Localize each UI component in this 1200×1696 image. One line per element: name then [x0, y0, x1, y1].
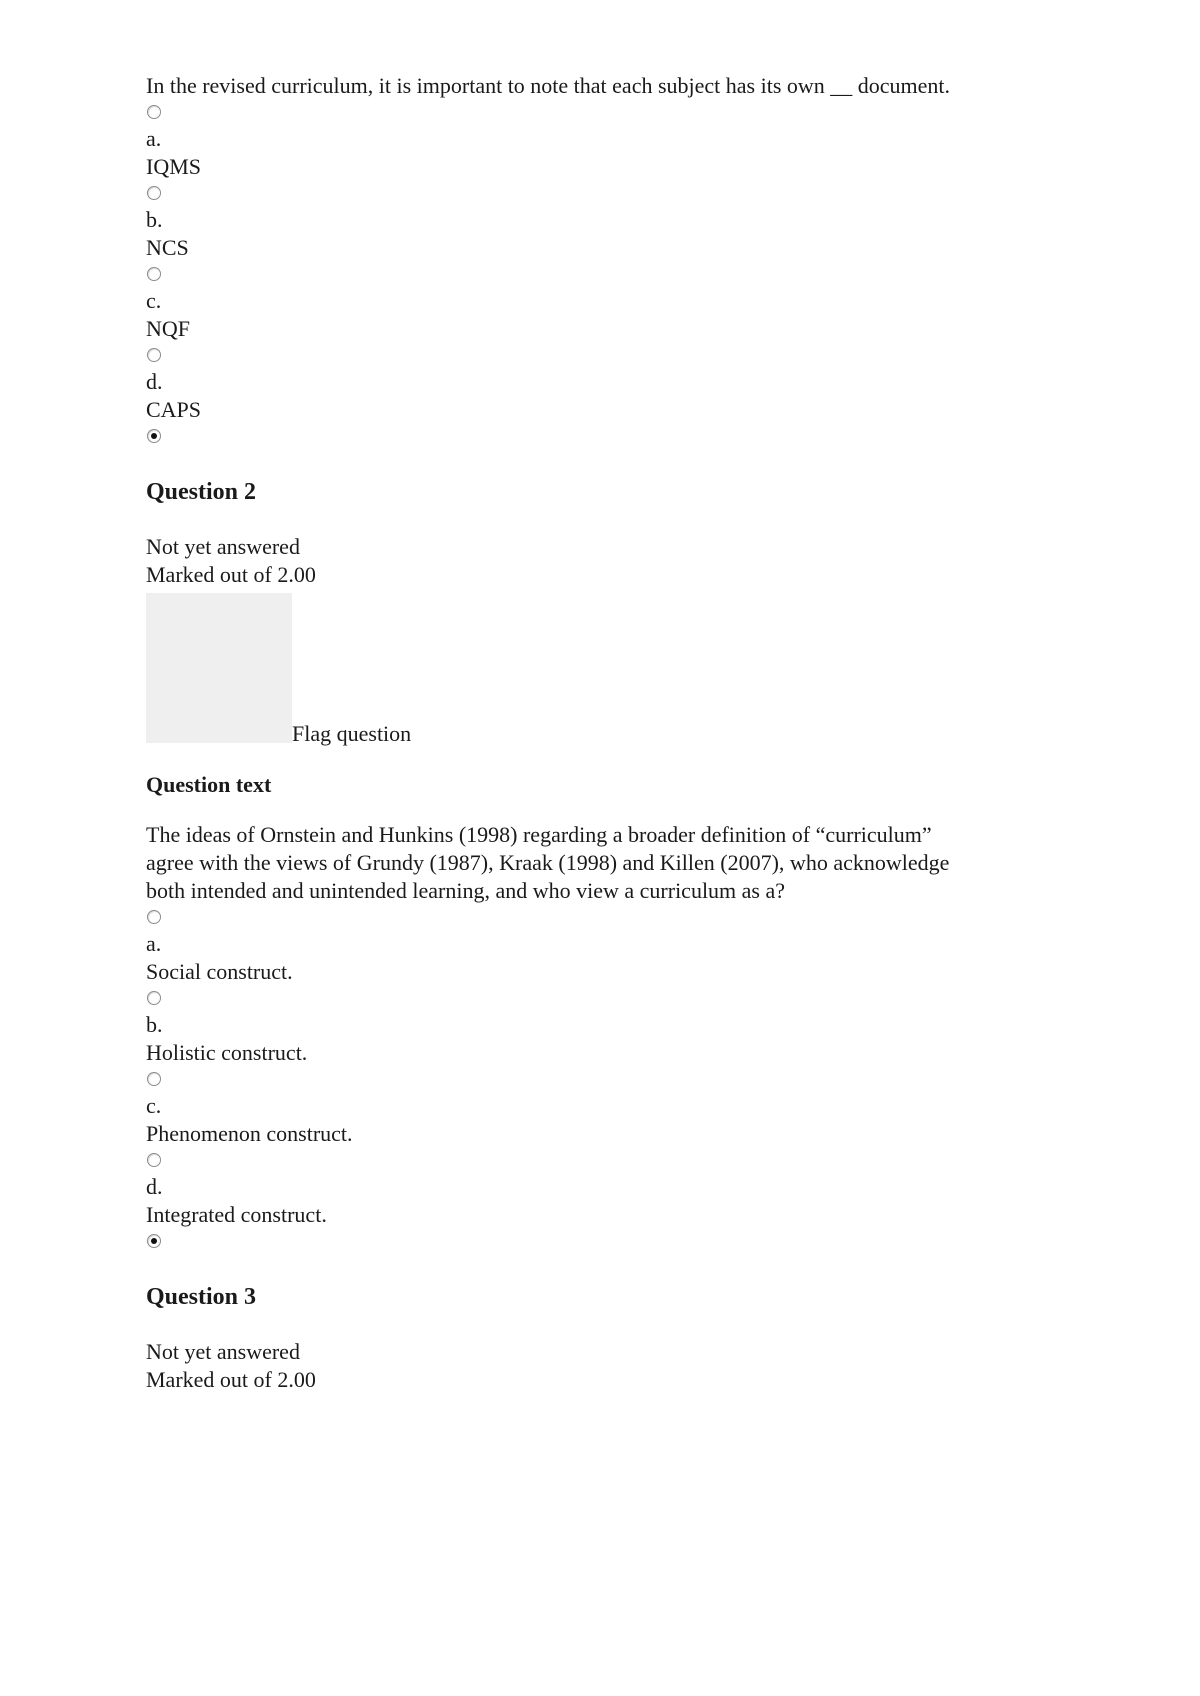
option-letter-q2-b: b.	[146, 1012, 163, 1037]
question-2-marks: Marked out of 2.00	[146, 562, 316, 587]
option-letter-q1-c: c.	[146, 288, 162, 313]
question-3-marks: Marked out of 2.00	[146, 1367, 316, 1392]
question-3	[146, 1282, 1066, 1394]
option-answer-q2-a: Social construct.	[146, 959, 293, 984]
quiz-page	[146, 72, 1066, 1394]
option-answer-q2-d: Integrated construct.	[146, 1202, 327, 1227]
option-letter-q1-b: b.	[146, 207, 163, 232]
option-letter-q1-d: d.	[146, 369, 163, 394]
option-letter-q2-c: c.	[146, 1093, 162, 1118]
flag-question-label[interactable]: Flag question	[292, 721, 412, 746]
radio-q2-a[interactable]	[147, 910, 161, 924]
flag-question-control[interactable]	[146, 593, 1066, 746]
option-letter-q2-d: d.	[146, 1174, 163, 1199]
question-2	[146, 477, 1066, 1248]
question-2-status: Not yet answered	[146, 534, 300, 559]
question-2-text-line: The ideas of Ornstein and Hunkins (1998) regarding a broader definition of “curriculum”	[146, 822, 932, 847]
option-letter-q2-a: a.	[146, 931, 162, 956]
radio-q1-a[interactable]	[147, 105, 161, 119]
question-2-text	[146, 821, 1066, 905]
radio-q2-b[interactable]	[147, 991, 161, 1005]
option-answer-q2-b: Holistic construct.	[146, 1040, 308, 1065]
question-2-text-heading: Question text	[146, 772, 272, 797]
option-answer-q2-c: Phenomenon construct.	[146, 1121, 353, 1146]
radio-q1-d[interactable]	[147, 348, 161, 362]
option-answer-q1-c: NQF	[146, 316, 191, 341]
question-3-info	[146, 1338, 1066, 1394]
question-1-text: In the revised curriculum, it is important to note that each subject has its own __ document.	[146, 73, 951, 98]
question-2-text-line: both intended and unintended learning, and who view a curriculum as a?	[146, 878, 786, 903]
option-letter-q1-a: a.	[146, 126, 162, 151]
question-2-heading: Question 2	[146, 479, 257, 505]
question-3-status: Not yet answered	[146, 1339, 300, 1364]
radio-q2-c[interactable]	[147, 1072, 161, 1086]
radio-q1-b[interactable]	[147, 186, 161, 200]
radio-q1-c[interactable]	[147, 267, 161, 281]
flag-icon[interactable]	[146, 593, 292, 743]
question-2-text-line: agree with the views of Grundy (1987), Kraak (1998) and Killen (2007), who acknowledge	[146, 850, 950, 875]
option-answer-q1-d: CAPS	[146, 397, 202, 422]
option-answer-q1-b: NCS	[146, 235, 189, 260]
option-answer-q1-a: IQMS	[146, 154, 202, 179]
question-2-info	[146, 533, 1066, 589]
radio-q1-selected[interactable]	[147, 429, 161, 443]
question-1	[146, 72, 1066, 443]
radio-q2-selected[interactable]	[147, 1234, 161, 1248]
radio-q2-d[interactable]	[147, 1153, 161, 1167]
question-3-heading: Question 3	[146, 1284, 257, 1310]
